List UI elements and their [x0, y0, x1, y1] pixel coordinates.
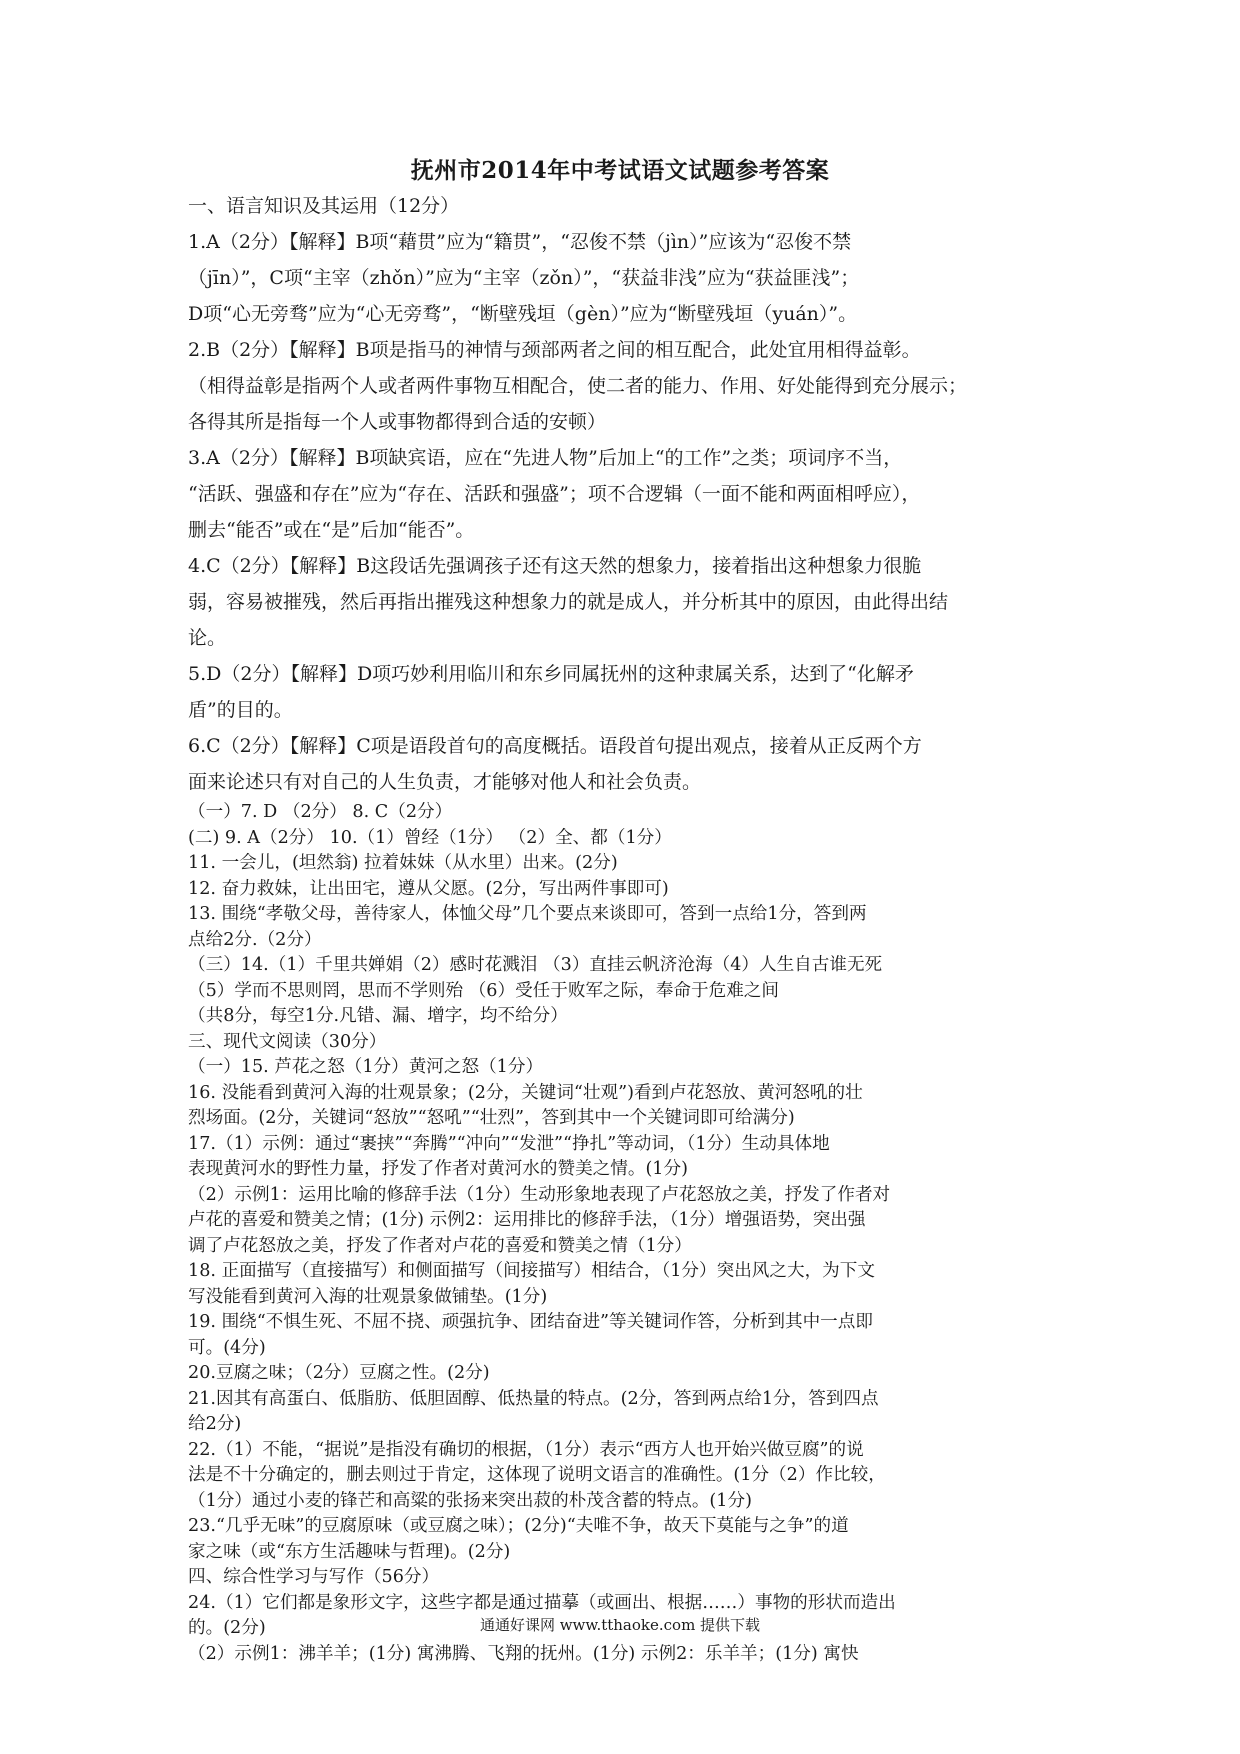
text-line: 点给2分.（2分） [188, 929, 322, 950]
text-line: 5.D（2分）【解释】D项巧妙利用临川和东乡同属抚州的这种隶属关系，达到了“化解矛 [188, 663, 914, 685]
text-line: 弱，容易被摧残，然后再指出摧残这种想象力的就是成人，并分析其中的原因，由此得出结 [188, 591, 949, 613]
text-line: 面来论述只有对自己的人生负责，才能够对他人和社会负责。 [188, 771, 702, 793]
text-line: 17.（1）示例：通过“裹挟”“奔腾”“冲向”“发泄”“挣扎”等动词，（1分）生动具体地 [188, 1133, 830, 1154]
answer-content [188, 188, 1058, 1667]
text-line: 13. 围绕“孝敬父母，善待家人，体恤父母”几个要点来谈即可，答到一点给1分，答到两 [188, 904, 867, 924]
text-line: 3.A（2分）【解释】B项缺宾语，应在“先进人物”后加上“的工作”之类；项词序不当， [188, 447, 903, 469]
text-line: （jīn）”，C项“主宰（zhǒn）”应为“主宰（zǒn）”，“获益非浅”应为“获益匪浅”； [188, 267, 860, 289]
text-line: 三、现代文阅读（30分） [188, 1031, 387, 1052]
text-line: 12. 奋力救妹，让出田宅，遵从父愿。(2分，写出两件事即可) [188, 878, 669, 899]
text-line: （相得益彰是指两个人或者两件事物互相配合，使二者的能力、作用、好处能得到充分展示； [188, 375, 968, 397]
text-line: 调了卢花怒放之美，抒发了作者对卢花的喜爱和赞美之情（1分） [188, 1235, 692, 1256]
text-line: （2）示例1：运用比喻的修辞手法（1分）生动形象地表现了卢花怒放之美，抒发了作者对 [188, 1184, 891, 1205]
text-line: 论。 [188, 627, 227, 649]
answer-section-language [188, 188, 1058, 800]
text-line: 20.豆腐之味；（2分）豆腐之性。(2分) [188, 1363, 490, 1383]
text-line: 18. 正面描写（直接描写）和侧面描写（间接描写）相结合，（1分）突出风之大，为下文 [188, 1261, 875, 1281]
text-line: （一）15. 芦花之怒（1分）黄河之怒（1分） [188, 1057, 544, 1077]
text-line: 各得其所是指每一个人或事物都得到合适的安顿） [188, 411, 607, 433]
text-line: D项“心无旁骛”应为“心无旁骛”，“断壁残垣（gèn）”应为“断壁残垣（yuán）”。 [188, 303, 858, 325]
text-line: （5）学而不思则罔，思而不学则殆 （6）受任于败军之际，奉命于危难之间 [188, 980, 779, 1001]
text-line: （一）7. D （2分） 8. C（2分） [188, 802, 453, 822]
document-title: 抚州市2014年中考试语文试题参考答案 [410, 157, 830, 184]
text-line: “活跃、强盛和存在”应为“存在、活跃和强盛”；项不合逻辑（一面不能和两面相呼应）， [188, 483, 921, 505]
text-line: 一、语言知识及其运用（12分） [188, 195, 460, 217]
answer-section-reading [188, 800, 1058, 1667]
text-line: （共8分，每空1分.凡错、漏、增字，均不给分） [188, 1006, 568, 1026]
text-line: 21.因其有高蛋白、低脂肪、低胆固醇、低热量的特点。(2分，答到两点给1分，答到四点 [188, 1388, 879, 1409]
text-line: (二) 9. A（2分） 10.（1）曾经（1分） （2）全、都（1分） [188, 827, 672, 848]
text-line: 卢花的喜爱和赞美之情；(1分) 示例2：运用排比的修辞手法，（1分）增强语势，突出强 [188, 1210, 866, 1230]
text-line: 写没能看到黄河入海的壮观景象做铺垫。(1分) [188, 1286, 548, 1307]
text-line: 11. 一会儿，(坦然翁) 拉着妹妹（从水里）出来。(2分) [188, 853, 618, 873]
text-line: 4.C（2分）【解释】B这段话先强调孩子还有这天然的想象力，接着指出这种想象力很脆 [188, 555, 922, 577]
text-line: 6.C（2分）【解释】C项是语段首句的高度概括。语段首句提出观点，接着从正反两个方 [188, 735, 922, 757]
text-line: 2.B（2分）【解释】B项是指马的神情与颈部两者之间的相互配合，此处宜用相得益彰。 [188, 339, 921, 361]
page-footer: 通通好课网 www.tthaoke.com 提供下载 [479, 1616, 761, 1634]
text-line: 烈场面。(2分，关键词“怒放”“怒吼”“壮烈”，答到其中一个关键词即可给满分) [188, 1108, 795, 1128]
text-line: 盾”的目的。 [188, 699, 293, 721]
text-line: 给2分) [188, 1414, 242, 1434]
text-line: 16. 没能看到黄河入海的壮观景象；(2分，关键词“壮观”)看到卢花怒放、黄河怒吼的壮 [188, 1082, 863, 1103]
text-line: 22.（1）不能，“据说”是指没有确切的根据，（1分）表示“西方人也开始兴做豆腐”的说 [188, 1439, 864, 1460]
text-line: 表现黄河水的野性力量，抒发了作者对黄河水的赞美之情。(1分) [188, 1159, 688, 1179]
text-line: 四、综合性学习与写作（56分） [188, 1567, 440, 1587]
text-line: 法是不十分确定的，删去则过于肯定，这体现了说明文语言的准确性。(1分（2）作比较， [188, 1465, 886, 1485]
text-line: （三）14.（1）千里共婵娟（2）感时花溅泪 （3）直挂云帆济沧海（4）人生自古谁无死 [188, 955, 883, 975]
text-line: 家之味（或“东方生活趣味与哲理)。(2分) [188, 1541, 511, 1562]
text-line: 23.“几乎无味”的豆腐原味（或豆腐之味）；(2分)“夫唯不争，故天下莫能与之争”的道 [188, 1516, 849, 1536]
text-line: 删去“能否”或在“是”后加“能否”。 [188, 519, 475, 541]
text-line: 19. 围绕“不惧生死、不屈不挠、顽强抗争、团结奋进”等关键词作答，分析到其中一点即 [188, 1312, 873, 1332]
text-line: 24.（1）它们都是象形文字，这些字都是通过描摹（或画出、根据……）事物的形状而造出 [188, 1592, 896, 1613]
text-line: 可。(4分) [188, 1337, 266, 1358]
text-line: （1分）通过小麦的锋芒和高粱的张扬来突出菽的朴茂含蓄的特点。(1分) [188, 1490, 752, 1511]
text-line: 的。(2分) [188, 1618, 266, 1638]
text-line: （2）示例1：沸羊羊；(1分) 寓沸腾、飞翔的抚州。(1分) 示例2：乐羊羊；(1分) 寓快 [188, 1643, 859, 1664]
text-line: 1.A（2分）【解释】B项“藉贯”应为“籍贯”，“忍俊不禁（jìn）”应该为“忍俊不禁 [188, 231, 852, 253]
